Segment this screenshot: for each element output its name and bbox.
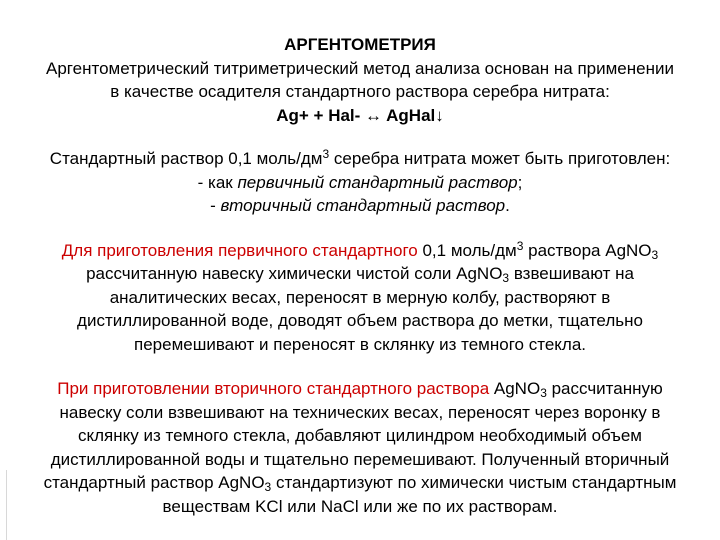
methods-intro: Стандартный раствор 0,1 моль/$дм^3$ серебра нитрата может быть приготовлен: <box>49 147 671 168</box>
intro-line-1: Аргентометрический титриметрический метод анализа основан на применении <box>46 58 674 78</box>
method-item-primary: - как первичный стандартный раствор; <box>197 172 523 192</box>
method-item-secondary: - вторичный стандартный раствор. <box>210 196 510 215</box>
secondary-line-1: При приготовлении вторичного стандартного раствора AgNO$_3$ рассчитанную <box>57 379 663 400</box>
secondary-line-4: дистиллированной воды и тщательно перемешивают. Полученный вторичный <box>50 449 670 469</box>
secondary-line-6: веществам KCl или NaCl или же по их растворам. <box>162 496 558 516</box>
primary-line-3: аналитических весах, переносят в мерную колбу, растворяют в <box>109 287 611 307</box>
primary-line-4: дистиллированной воде, доводят объем раствора до метки, тщательно <box>77 311 643 330</box>
reaction-formula: Ag+ + Hal- ↔ AgHal↓ <box>276 105 444 125</box>
slide-edge-divider <box>6 470 7 540</box>
intro-line-2: в качестве осадителя стандартного раствора серебра нитрата: <box>110 82 610 101</box>
secondary-heading: При приготовлении вторичного стандартного раствора <box>57 379 490 398</box>
secondary-line-2: навеску соли взвешивают на технических весах, переносят через воронку в <box>59 402 661 422</box>
intro-section <box>0 33 720 127</box>
primary-heading: Для приготовления первичного стандартного <box>61 240 418 260</box>
page-title: АРГЕНТОМЕТРИЯ <box>284 35 436 54</box>
secondary-solution-section <box>0 377 720 518</box>
preparation-methods-section <box>0 147 720 218</box>
secondary-line-5: стандартный раствор AgNO$_3$ стандартизуют по химически чистым стандартным <box>43 473 677 494</box>
secondary-line-3: склянку из темного стекла, добавляют цилиндром необходимый объем <box>78 426 642 445</box>
primary-line-5: перемешивают и переносят в склянку из темного стекла. <box>134 334 586 354</box>
primary-solution-section <box>0 239 720 357</box>
primary-line-1: Для приготовления первичного стандартного 0,1 моль/$дм^3$ раствора AgNO$_3$ <box>61 238 659 262</box>
primary-line-2: рассчитанную навеску химически чистой соли AgNO$_3$ взвешивают на <box>86 264 634 285</box>
